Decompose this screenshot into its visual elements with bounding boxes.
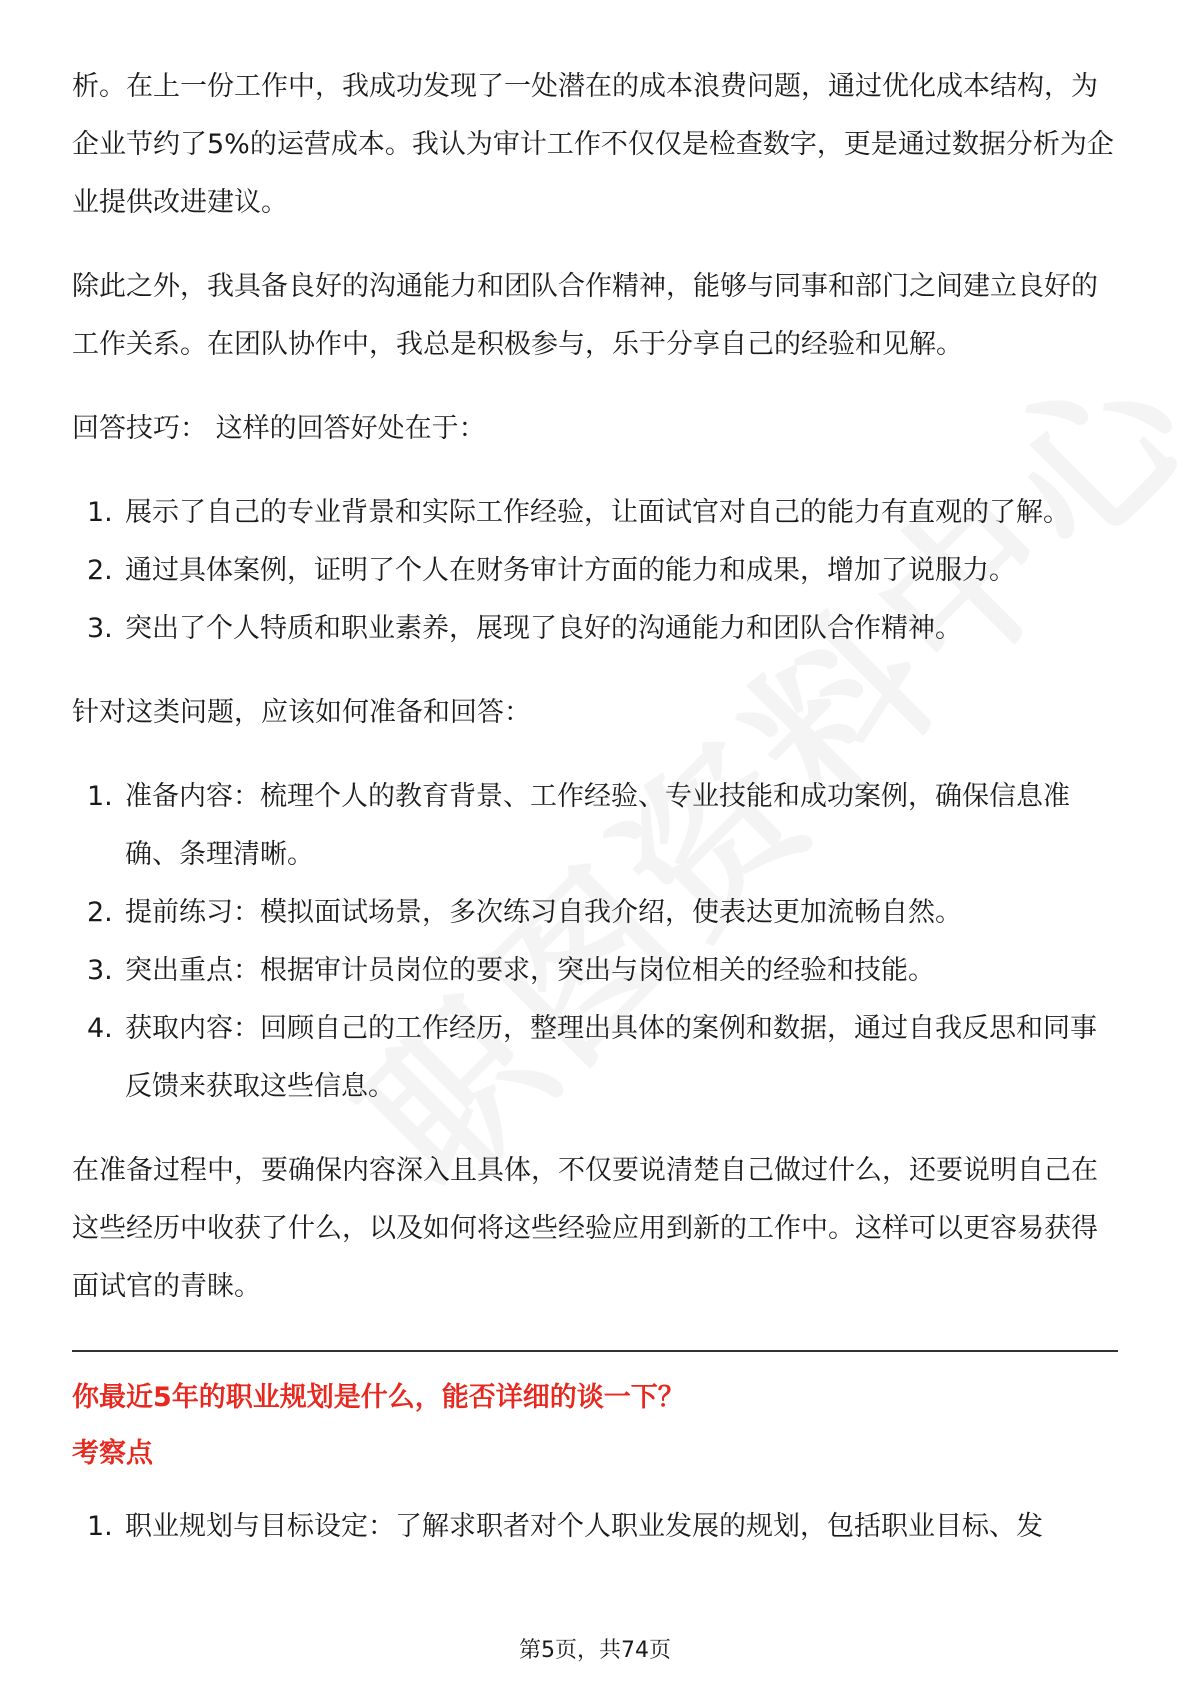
list-item-text: 获取内容：回顾自己的工作经历，整理出具体的案例和数据，通过自我反思和同事反馈来获取这些信息。 bbox=[125, 1013, 1097, 1102]
list-item bbox=[72, 1498, 1118, 1556]
list-item-text: 职业规划与目标设定：了解求职者对个人职业发展的规划，包括职业目标、发 bbox=[125, 1511, 1043, 1542]
answer-tips-heading: 回答技巧： 这样的回答好处在于： bbox=[72, 413, 486, 444]
question-title: 你最近5年的职业规划是什么，能否详细的谈一下？ bbox=[72, 1382, 685, 1413]
page-content bbox=[72, 58, 1118, 1582]
list-item-text: 准备内容：梳理个人的教育背景、工作经验、专业技能和成功案例，确保信息准确、条理清晰。 bbox=[125, 781, 1070, 870]
list-item bbox=[72, 942, 1118, 1000]
list-item bbox=[72, 542, 1118, 600]
list-number: 1. bbox=[87, 781, 113, 812]
list-item bbox=[72, 484, 1118, 542]
list-number: 3. bbox=[87, 955, 113, 986]
list-number: 4. bbox=[87, 1013, 113, 1044]
list-item-text: 通过具体案例，证明了个人在财务审计方面的能力和成果，增加了说服力。 bbox=[125, 555, 1016, 586]
list-number: 2. bbox=[87, 555, 113, 586]
list-item bbox=[72, 1000, 1118, 1116]
answer-benefits-list bbox=[72, 484, 1118, 658]
list-item bbox=[72, 768, 1118, 884]
list-item-text: 展示了自己的专业背景和实际工作经验，让面试官对自己的能力有直观的了解。 bbox=[125, 497, 1070, 528]
paragraph-conclusion: 在准备过程中，要确保内容深入且具体，不仅要说清楚自己做过什么，还要说明自己在这些经历中收获了什么，以及如何将这些经验应用到新的工作中。这样可以更容易获得面试官的青睐。 bbox=[72, 1155, 1098, 1302]
list-item-text: 突出重点：根据审计员岗位的要求，突出与岗位相关的经验和技能。 bbox=[125, 955, 935, 986]
list-number: 2. bbox=[87, 897, 113, 928]
preparation-heading: 针对这类问题，应该如何准备和回答： bbox=[72, 697, 531, 728]
list-number: 1. bbox=[87, 497, 113, 528]
section-divider bbox=[72, 1350, 1118, 1352]
list-item bbox=[72, 884, 1118, 942]
paragraph-teamwork: 除此之外，我具备良好的沟通能力和团队合作精神，能够与同事和部门之间建立良好的工作关系。在团队协作中，我总是积极参与，乐于分享自己的经验和见解。 bbox=[72, 271, 1098, 360]
preparation-steps-list bbox=[72, 768, 1118, 1116]
assessment-points-list bbox=[72, 1498, 1118, 1556]
list-item bbox=[72, 600, 1118, 658]
list-number: 1. bbox=[87, 1511, 113, 1542]
page-number: 第5页，共74页 bbox=[519, 1638, 671, 1663]
list-item-text: 提前练习：模拟面试场景，多次练习自我介绍，使表达更加流畅自然。 bbox=[125, 897, 962, 928]
paragraph-achievement: 析。在上一份工作中，我成功发现了一处潜在的成本浪费问题，通过优化成本结构，为企业节约了5%的运营成本。我认为审计工作不仅仅是检查数字，更是通过数据分析为企业提供改进建议。 bbox=[72, 71, 1114, 218]
list-item-text: 突出了个人特质和职业素养，展现了良好的沟通能力和团队合作精神。 bbox=[125, 613, 962, 644]
question-subtitle: 考察点 bbox=[72, 1438, 153, 1469]
list-number: 3. bbox=[87, 613, 113, 644]
